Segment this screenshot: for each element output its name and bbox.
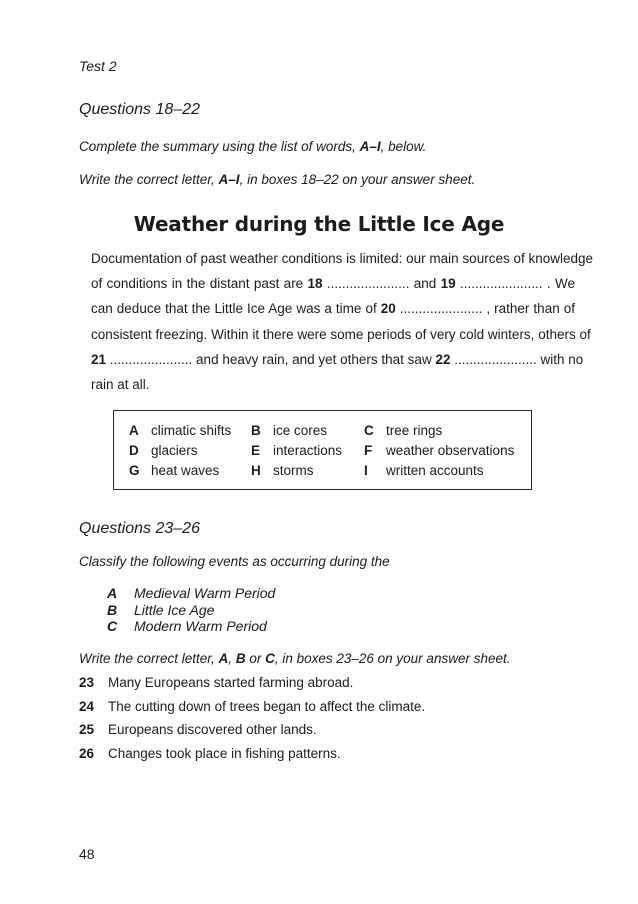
instruction-classify: Classify the following events as occurring during the	[79, 554, 390, 569]
summary-text: Documentation of past weather conditions is limited: our main sources of knowledge	[91, 251, 594, 266]
option-text: tree rings	[386, 423, 443, 438]
period-letter: C	[107, 618, 118, 634]
option-text: written accounts	[386, 463, 484, 478]
question-number: 26	[79, 746, 95, 762]
option-b	[251, 423, 327, 438]
option-a	[129, 423, 231, 438]
summary-text: ...................... with no	[450, 351, 584, 367]
instruction-text: , in boxes 23–26 on your answer sheet.	[274, 651, 511, 666]
question-26	[79, 746, 559, 764]
summary-line	[91, 347, 584, 372]
period-a	[107, 585, 407, 603]
option-text: glaciers	[151, 443, 198, 458]
question-number: 23	[79, 675, 95, 690]
period-letter: A	[107, 585, 118, 601]
period-text: Medieval Warm Period	[134, 585, 276, 601]
gap-number: 18	[307, 276, 323, 292]
instruction-text: Write the correct letter,	[79, 172, 219, 187]
option-c	[364, 423, 442, 438]
option-letter: C	[364, 423, 374, 438]
option-letter: G	[129, 463, 140, 478]
instruction-text: ,	[228, 651, 236, 666]
summary-paragraph	[91, 246, 594, 397]
instruction-letter-c: C	[265, 651, 275, 666]
summary-text: ...................... and	[322, 276, 441, 292]
question-25	[79, 722, 559, 740]
question-number: 25	[79, 722, 95, 738]
question-23	[79, 675, 559, 693]
instruction-complete-summary	[79, 139, 426, 154]
summary-title: Weather during the Little Ice Age	[133, 212, 505, 236]
option-letter: F	[364, 443, 373, 458]
option-text: climatic shifts	[151, 423, 232, 438]
period-list	[107, 585, 407, 645]
summary-text: of conditions in the distant past are	[91, 276, 308, 292]
questions-23-26-heading: Questions 23–26	[79, 520, 200, 537]
gap-number: 21	[91, 351, 107, 367]
period-letter: B	[107, 601, 118, 618]
period-c	[107, 618, 407, 636]
word-list-box	[113, 410, 532, 490]
instruction-range: A–I	[218, 172, 240, 187]
gap-number: 20	[380, 301, 396, 317]
question-text: Many Europeans started farming abroad.	[108, 675, 354, 690]
option-d	[129, 443, 198, 458]
summary-line	[91, 246, 594, 271]
summary-text: ...................... and heavy rain, and yet others that saw	[106, 351, 436, 367]
option-letter: I	[364, 463, 368, 478]
option-letter: B	[251, 423, 261, 438]
instruction-write-abc	[79, 651, 510, 666]
option-text: weather observations	[386, 443, 515, 458]
period-text: Modern Warm Period	[134, 618, 267, 634]
summary-line	[91, 372, 575, 397]
option-text: heat waves	[151, 463, 220, 478]
summary-text: can deduce that the Little Ice Age was a time of	[91, 301, 381, 317]
option-f	[364, 443, 514, 458]
question-text: The cutting down of trees began to affect the climate.	[108, 698, 426, 714]
option-letter: D	[129, 443, 139, 458]
question-number: 24	[79, 698, 95, 714]
gap-number: 22	[435, 351, 451, 367]
summary-text: ...................... , rather than of	[395, 301, 575, 317]
option-text: interactions	[273, 443, 343, 458]
question-list	[79, 675, 559, 765]
option-text: storms	[273, 463, 314, 478]
instruction-write-letter	[79, 172, 475, 187]
instruction-letter-a: A	[218, 651, 229, 666]
summary-text: ...................... . We	[455, 276, 575, 292]
summary-line	[91, 271, 575, 296]
option-letter: E	[251, 443, 261, 458]
test-label: Test 2	[79, 58, 117, 74]
option-i	[364, 463, 484, 478]
summary-text: consistent freezing. Within it there were some periods of very cold winters, others of	[91, 326, 591, 342]
period-text: Little Ice Age	[134, 601, 215, 618]
summary-line	[91, 296, 575, 321]
option-e	[251, 443, 342, 458]
gap-number: 19	[440, 276, 456, 292]
instruction-text: Write the correct letter,	[79, 651, 219, 666]
question-text: Changes took place in fishing patterns.	[108, 746, 341, 762]
instruction-text: or	[245, 651, 266, 666]
option-text: ice cores	[273, 423, 328, 438]
instruction-text: , in boxes 18–22 on your answer sheet.	[239, 172, 476, 187]
questions-18-22-heading: Questions 18–22	[79, 101, 200, 118]
option-letter: A	[129, 423, 139, 438]
summary-text: rain at all.	[91, 377, 150, 393]
option-letter: H	[251, 463, 261, 478]
summary-line	[91, 322, 591, 347]
question-24	[79, 699, 559, 717]
option-h	[251, 463, 314, 478]
page-number: 48	[79, 846, 95, 862]
instruction-text: Complete the summary using the list of words,	[79, 139, 360, 154]
option-g	[129, 463, 219, 478]
instruction-range: A–I	[359, 139, 381, 154]
question-text: Europeans discovered other lands.	[108, 722, 317, 738]
period-b	[107, 602, 407, 620]
instruction-text: , below.	[380, 139, 427, 154]
instruction-letter-b: B	[235, 651, 246, 666]
